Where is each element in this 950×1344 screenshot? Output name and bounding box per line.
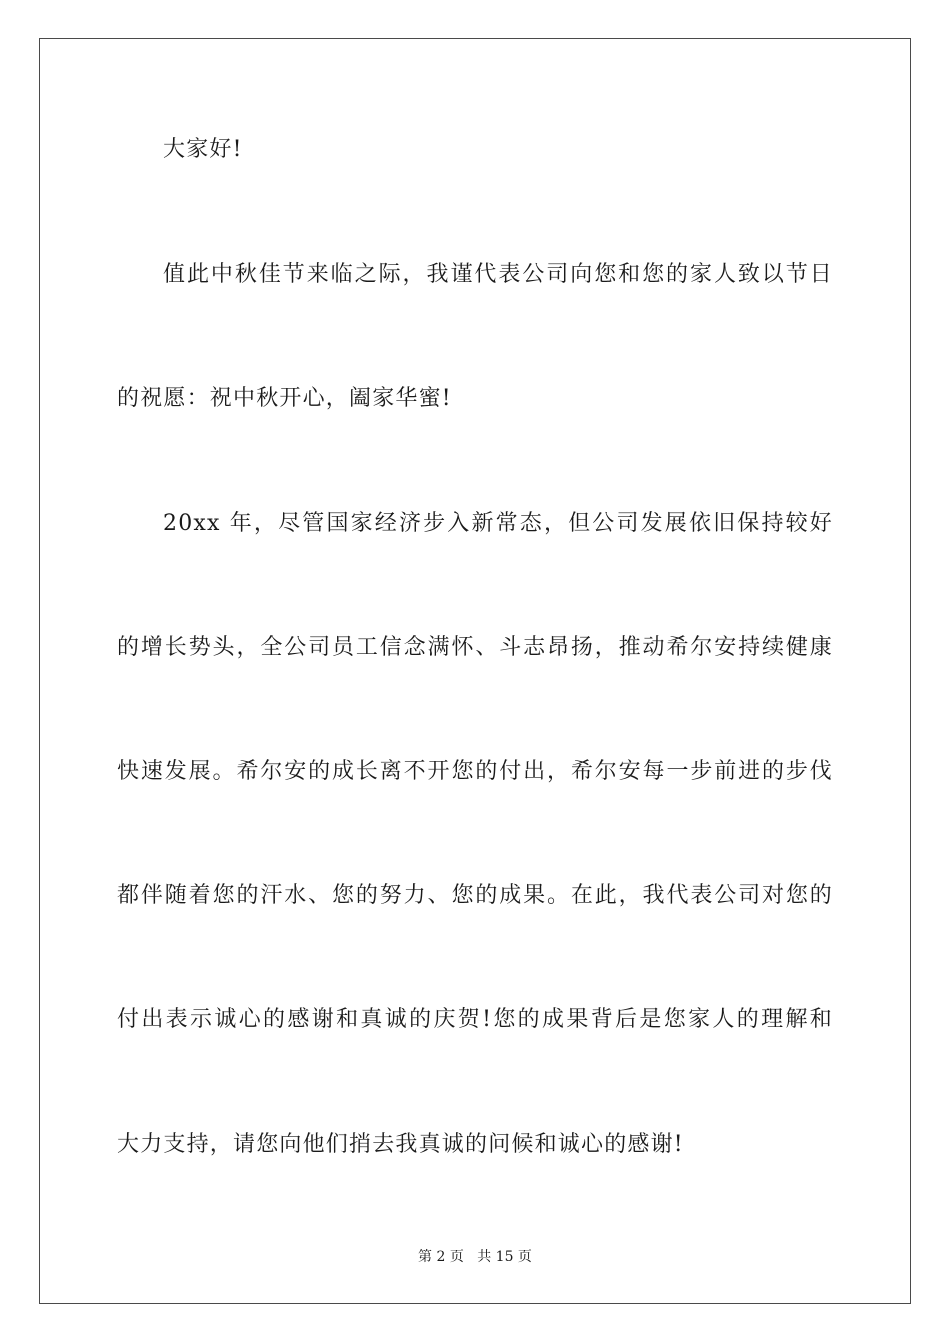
body-line-3: 20xx 年，尽管国家经济步入新常态，但公司发展依旧保持较好 [163,511,833,536]
body-line-1: 值此中秋佳节来临之际，我谨代表公司向您和您的家人致以节日 [163,262,833,287]
body-line-7: 付出表示诚心的感谢和真诚的庆贺!您的成果背后是您家人的理解和 [117,1007,833,1032]
body-line-6: 都伴随着您的汗水、您的努力、您的成果。在此，我代表公司对您的 [117,883,833,908]
body-line-4: 的增长势头，全公司员工信念满怀、斗志昂扬，推动希尔安持续健康 [117,635,833,660]
body-line-8: 大力支持，请您向他们捎去我真诚的问候和诚心的感谢! [117,1132,684,1157]
greeting-line: 大家好! [163,137,243,162]
page-number: 第 2 页 [418,1249,464,1265]
body-line-5: 快速发展。希尔安的成长离不开您的付出，希尔安每一步前进的步伐 [117,759,833,784]
body-line-2: 的祝愿：祝中秋开心，阖家华蜜! [117,386,452,411]
page-frame [39,38,911,1304]
page-footer [0,1248,950,1266]
page-total: 共 15 页 [477,1249,532,1265]
